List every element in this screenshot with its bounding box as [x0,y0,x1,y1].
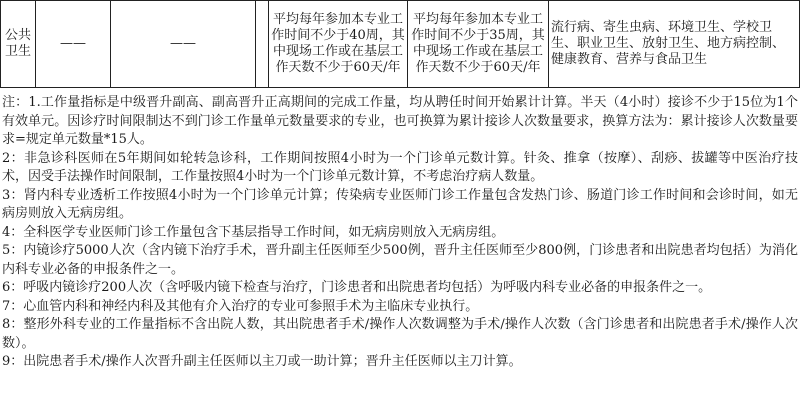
dash-cell-2: —— [111,1,256,88]
dash-cell-1: —— [36,1,111,88]
note-4: 4：全科医学专业医师门诊工作量包含下基层指导工作时间，如无病房则放入无病房组。 [2,224,505,240]
note-7: 7：心血管内科和神经内科及其他有介入治疗的专业可参照手术为主临床专业执行。 [2,298,479,314]
table-row [1,1,800,88]
chief-requirement-cell: 平均每年参加本专业工作时间不少于35周，其中现场工作或在基层工作天数不少于60天/年 [408,1,549,88]
notes-section [2,94,798,372]
note-1: 注：1.工作量指标是中级晋升副高、副高晋升正高期间的完成工作量，均从聘任时间开始累计计算。半天（4小时）接诊不少于15位为1个有效单元。因诊疗时间限制达不到门诊工作量单元数量要求的专业，也可换算为累计接诊人次数量要求，换算方法为：累计接诊人次数量要求=规定单元数量*15人。 [2,95,798,147]
note-8: 8：整形外科专业的工作量指标不含出院人数，其出院患者手术/操作人次数调整为手术/操作人次数（含门诊患者和出院患者手术/操作人次数）。 [2,317,798,351]
deputy-requirement-cell: 平均每年参加本专业工作时间不少于40周，其中现场工作或在基层工作天数不少于60天/年 [269,1,408,88]
note-6: 6：呼吸内镜诊疗200人次（含呼吸内镜下检查与治疗，门诊患者和出院患者均包括）为呼吸内科专业必备的申报条件之一。 [2,280,712,295]
note-3: 3：肾内科专业透析工作按照4小时为一个门诊单元计算；传染病专业医师门诊工作量包含发热门诊、肠道门诊工作时间和会诊时间，如无病房则放入无病房组。 [2,187,798,221]
note-5: 5：内镜诊疗5000人次（含内镜下治疗手术，晋升副主任医师至少500例，晋升主任医师至少800例，门诊患者和出院患者均包括）为消化内科专业必备的申报条件之一。 [2,243,798,277]
category-line-1: 公共 [4,28,31,43]
empty-cell [256,1,269,88]
requirements-table [0,0,800,88]
specialties-cell: 流行病、寄生虫病、环境卫生、学校卫生、职业卫生、放射卫生、地方病控制、健康教育、营养与食品卫生 [549,1,800,88]
note-2: 2：非急诊科医师在5年期间如轮转急诊科，工作期间按照4小时为一个门诊单元数计算。针灸、推拿（按摩）、刮痧、拔罐等中医治疗技术，因受手法操作时间限制，工作量按照4小时为一个门诊单元数计算，不考虑治疗病人数量。 [2,150,798,184]
note-9: 9：出院患者手术/操作人次晋升副主任医师以主刀或一助计算；晋升主任医师以主刀计算。 [2,354,522,369]
category-line-2: 卫生 [4,44,31,59]
category-cell [1,1,36,88]
